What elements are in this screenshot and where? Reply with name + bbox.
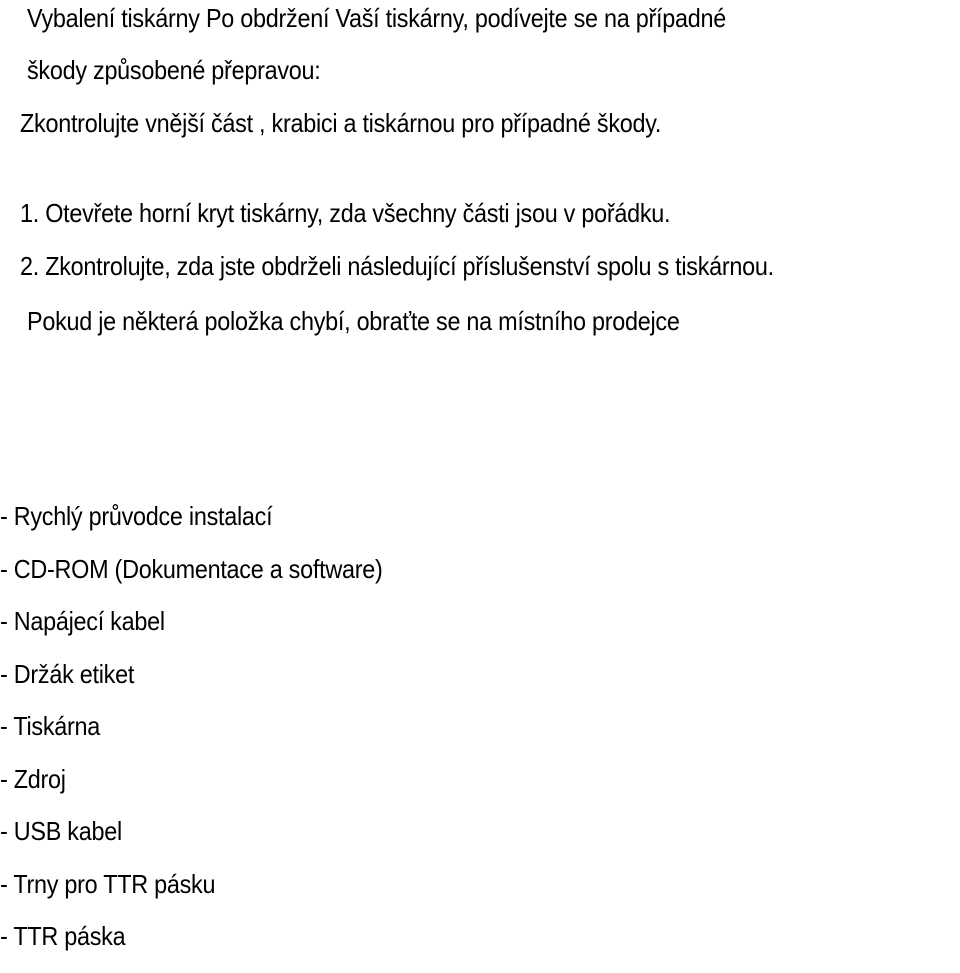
- missing-item-note: Pokud je některá položka chybí, obraťte se na místního prodejce: [27, 306, 680, 336]
- list-item: - CD-ROM (Dokumentace a software): [0, 553, 383, 584]
- accessories-list: [0, 500, 425, 973]
- list-item: - USB kabel: [0, 816, 122, 846]
- list-item: - Zdroj: [0, 763, 66, 794]
- step-1: 1. Otevřete horní kryt tiskárny, zda všechny části jsou v pořádku.: [20, 198, 671, 228]
- step-2: 2. Zkontrolujte, zda jste obdrželi následující příslušenství spolu s tiskárnou.: [20, 251, 774, 281]
- list-item: - Trny pro TTR pásku: [0, 868, 216, 899]
- list-item: - TTR páska: [0, 921, 126, 951]
- list-item: - Rychlý průvodce instalací: [0, 501, 273, 531]
- intro-title-line-1: Vybalení tiskárny Po obdržení Vaší tiskárny, podívejte se na případné: [27, 3, 726, 33]
- list-item: - Držák etiket: [0, 658, 135, 689]
- list-item: - Tiskárna: [0, 711, 101, 741]
- list-item: - Napájecí kabel: [0, 606, 165, 636]
- intro-check-instruction: Zkontrolujte vnější část , krabici a tiskárnou pro případné škody.: [20, 108, 662, 138]
- intro-title-line-2: škody způsobené přepravou:: [27, 55, 321, 85]
